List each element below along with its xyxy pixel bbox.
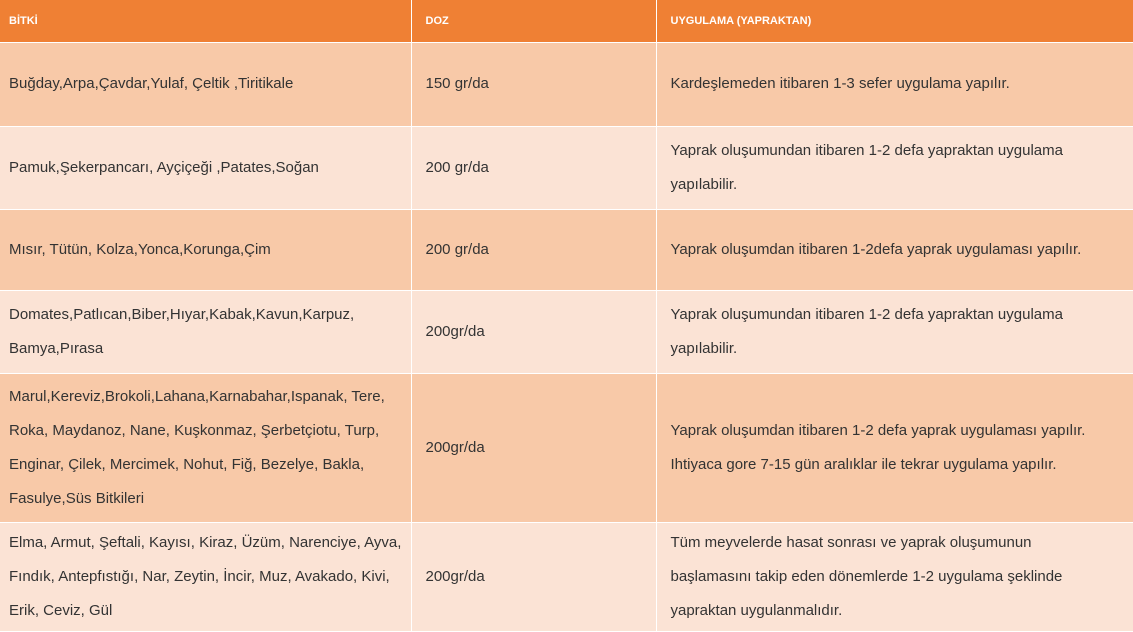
table-row bbox=[0, 373, 1133, 522]
dose-cell: 200gr/da bbox=[411, 373, 656, 522]
table-row bbox=[0, 42, 1133, 126]
plant-cell: Mısır, Tütün, Kolza,Yonca,Korunga,Çim bbox=[0, 209, 411, 290]
table-row bbox=[0, 126, 1133, 209]
header-dose: DOZ bbox=[411, 0, 656, 42]
header-plant: BİTKİ bbox=[0, 0, 411, 42]
dose-cell: 200 gr/da bbox=[411, 209, 656, 290]
dose-cell: 200gr/da bbox=[411, 522, 656, 631]
application-cell: Yaprak oluşumdan itibaren 1-2defa yaprak uygulaması yapılır. bbox=[656, 209, 1133, 290]
table-header-row bbox=[0, 0, 1133, 42]
dose-cell: 200gr/da bbox=[411, 290, 656, 373]
plant-cell: Marul,Kereviz,Brokoli,Lahana,Karnabahar,Ispanak, Tere, Roka, Maydanoz, Nane, Kuşkonmaz, Şerbetçiotu, Turp, Enginar, Çilek, Mercimek, Nohut, Fiğ, Bezelye, Bakla, Fasulye,Süs Bitkileri bbox=[0, 373, 411, 522]
application-cell: Yaprak oluşumdan itibaren 1-2 defa yaprak uygulaması yapılır. Ihtiyaca gore 7-15 gün aralıklar ile tekrar uygulama yapılır. bbox=[656, 373, 1133, 522]
application-cell: Yaprak oluşumundan itibaren 1-2 defa yapraktan uygulama yapılabilir. bbox=[656, 290, 1133, 373]
header-application: UYGULAMA (YAPRAKTAN) bbox=[656, 0, 1133, 42]
dose-cell: 150 gr/da bbox=[411, 42, 656, 126]
plant-cell: Domates,Patlıcan,Biber,Hıyar,Kabak,Kavun,Karpuz, Bamya,Pırasa bbox=[0, 290, 411, 373]
dose-cell: 200 gr/da bbox=[411, 126, 656, 209]
plant-cell: Pamuk,Şekerpancarı, Ayçiçeği ,Patates,Soğan bbox=[0, 126, 411, 209]
plant-cell: Elma, Armut, Şeftali, Kayısı, Kiraz, Üzüm, Narenciye, Ayva, Fındık, Antepfıstığı, Nar, Zeytin, İncir, Muz, Avakado, Kivi, Erik, Ceviz, Gül bbox=[0, 522, 411, 631]
application-cell: Yaprak oluşumundan itibaren 1-2 defa yapraktan uygulama yapılabilir. bbox=[656, 126, 1133, 209]
application-cell: Kardeşlemeden itibaren 1-3 sefer uygulama yapılır. bbox=[656, 42, 1133, 126]
plant-cell: Buğday,Arpa,Çavdar,Yulaf, Çeltik ,Tiritikale bbox=[0, 42, 411, 126]
table-row bbox=[0, 522, 1133, 631]
application-cell: Tüm meyvelerde hasat sonrası ve yaprak oluşumunun başlamasını takip eden dönemlerde 1-2 uygulama şeklinde yapraktan uygulanmalıdır. bbox=[656, 522, 1133, 631]
table-row bbox=[0, 290, 1133, 373]
table-row bbox=[0, 209, 1133, 290]
